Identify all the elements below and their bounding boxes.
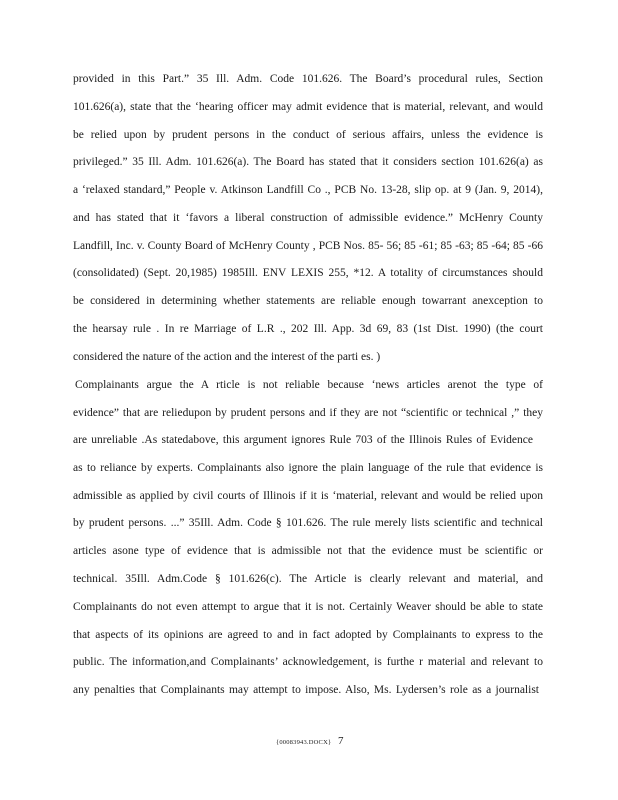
page-number: 7 [338,735,344,747]
text-line: that aspects of its opinions are agreed to and in fact adopted by Complainants to express to the [73,629,543,641]
text-line: (consolidated) (Sept. 20,1985) 1985Ill. ENV LEXIS 255, *12. A totality of circumstances should [73,267,543,279]
text-line: Complainants argue the A rticle is not reliable because ‘news articles arenot the type of [75,379,543,391]
text-line: are unreliable .As statedabove, this argument ignores Rule 703 of the Illinois Rules of Evidence [73,434,533,446]
text-line: as to reliance by experts. Complainants also ignore the plain language of the rule that evidence is [73,462,543,474]
text-line: technical. 35Ill. Adm.Code § 101.626(c). The Article is clearly relevant and material, and [73,573,543,585]
text-line: 101.626(a), state that the ‘hearing officer may admit evidence that is material, relevant, and would [73,101,543,113]
text-line: Complainants do not even attempt to argue that it is not. Certainly Weaver should be able to state [73,601,543,613]
text-line: provided in this Part.” 35 Ill. Adm. Code 101.626. The Board’s procedural rules, Section [73,73,543,85]
text-line: privileged.” 35 Ill. Adm. 101.626(a). The Board has stated that it considers section 101.626(a) as [73,156,543,168]
text-line: be relied upon by prudent persons in the conduct of serious affairs, unless the evidence is [73,129,543,141]
text-line: Landfill, Inc. v. County Board of McHenry County , PCB Nos. 85- 56; 85 -61; 85 -63; 85 -64; 85 -66 [73,240,543,252]
text-line: admissible as applied by civil courts of Illinois if it is ‘material, relevant and would be relied upon [73,490,543,502]
document-id: {00083943.DOCX} [276,739,332,746]
text-line: articles asone type of evidence that is admissible not that the evidence must be scientific or [73,545,543,557]
text-line: a ‘relaxed standard,” People v. Atkinson Landfill Co ., PCB No. 13-28, slip op. at 9 (Jan. 9, 2014), [73,184,543,196]
text-line: evidence” that are reliedupon by prudent persons and if they are not “scientific or technical ,” they [73,407,543,419]
text-line: any penalties that Complainants may attempt to impose. Also, Ms. Lydersen’s role as a journalist [73,684,539,696]
text-line: the hearsay rule . In re Marriage of L.R ., 202 Ill. App. 3d 69, 83 (1st Dist. 1990) (the court [73,323,543,335]
text-line: and has stated that it ‘favors a liberal construction of admissible evidence.” McHenry County [73,212,543,224]
text-line: by prudent persons. ...” 35Ill. Adm. Code § 101.626. The rule merely lists scientific and technical [73,517,543,529]
text-line: considered the nature of the action and the interest of the parti es. ) [73,351,381,363]
text-line: public. The information,and Complainants’ acknowledgement, is furthe r material and relevant to [73,656,543,668]
text-line: be considered in determining whether statements are reliable enough towarrant anexception to [73,295,543,307]
